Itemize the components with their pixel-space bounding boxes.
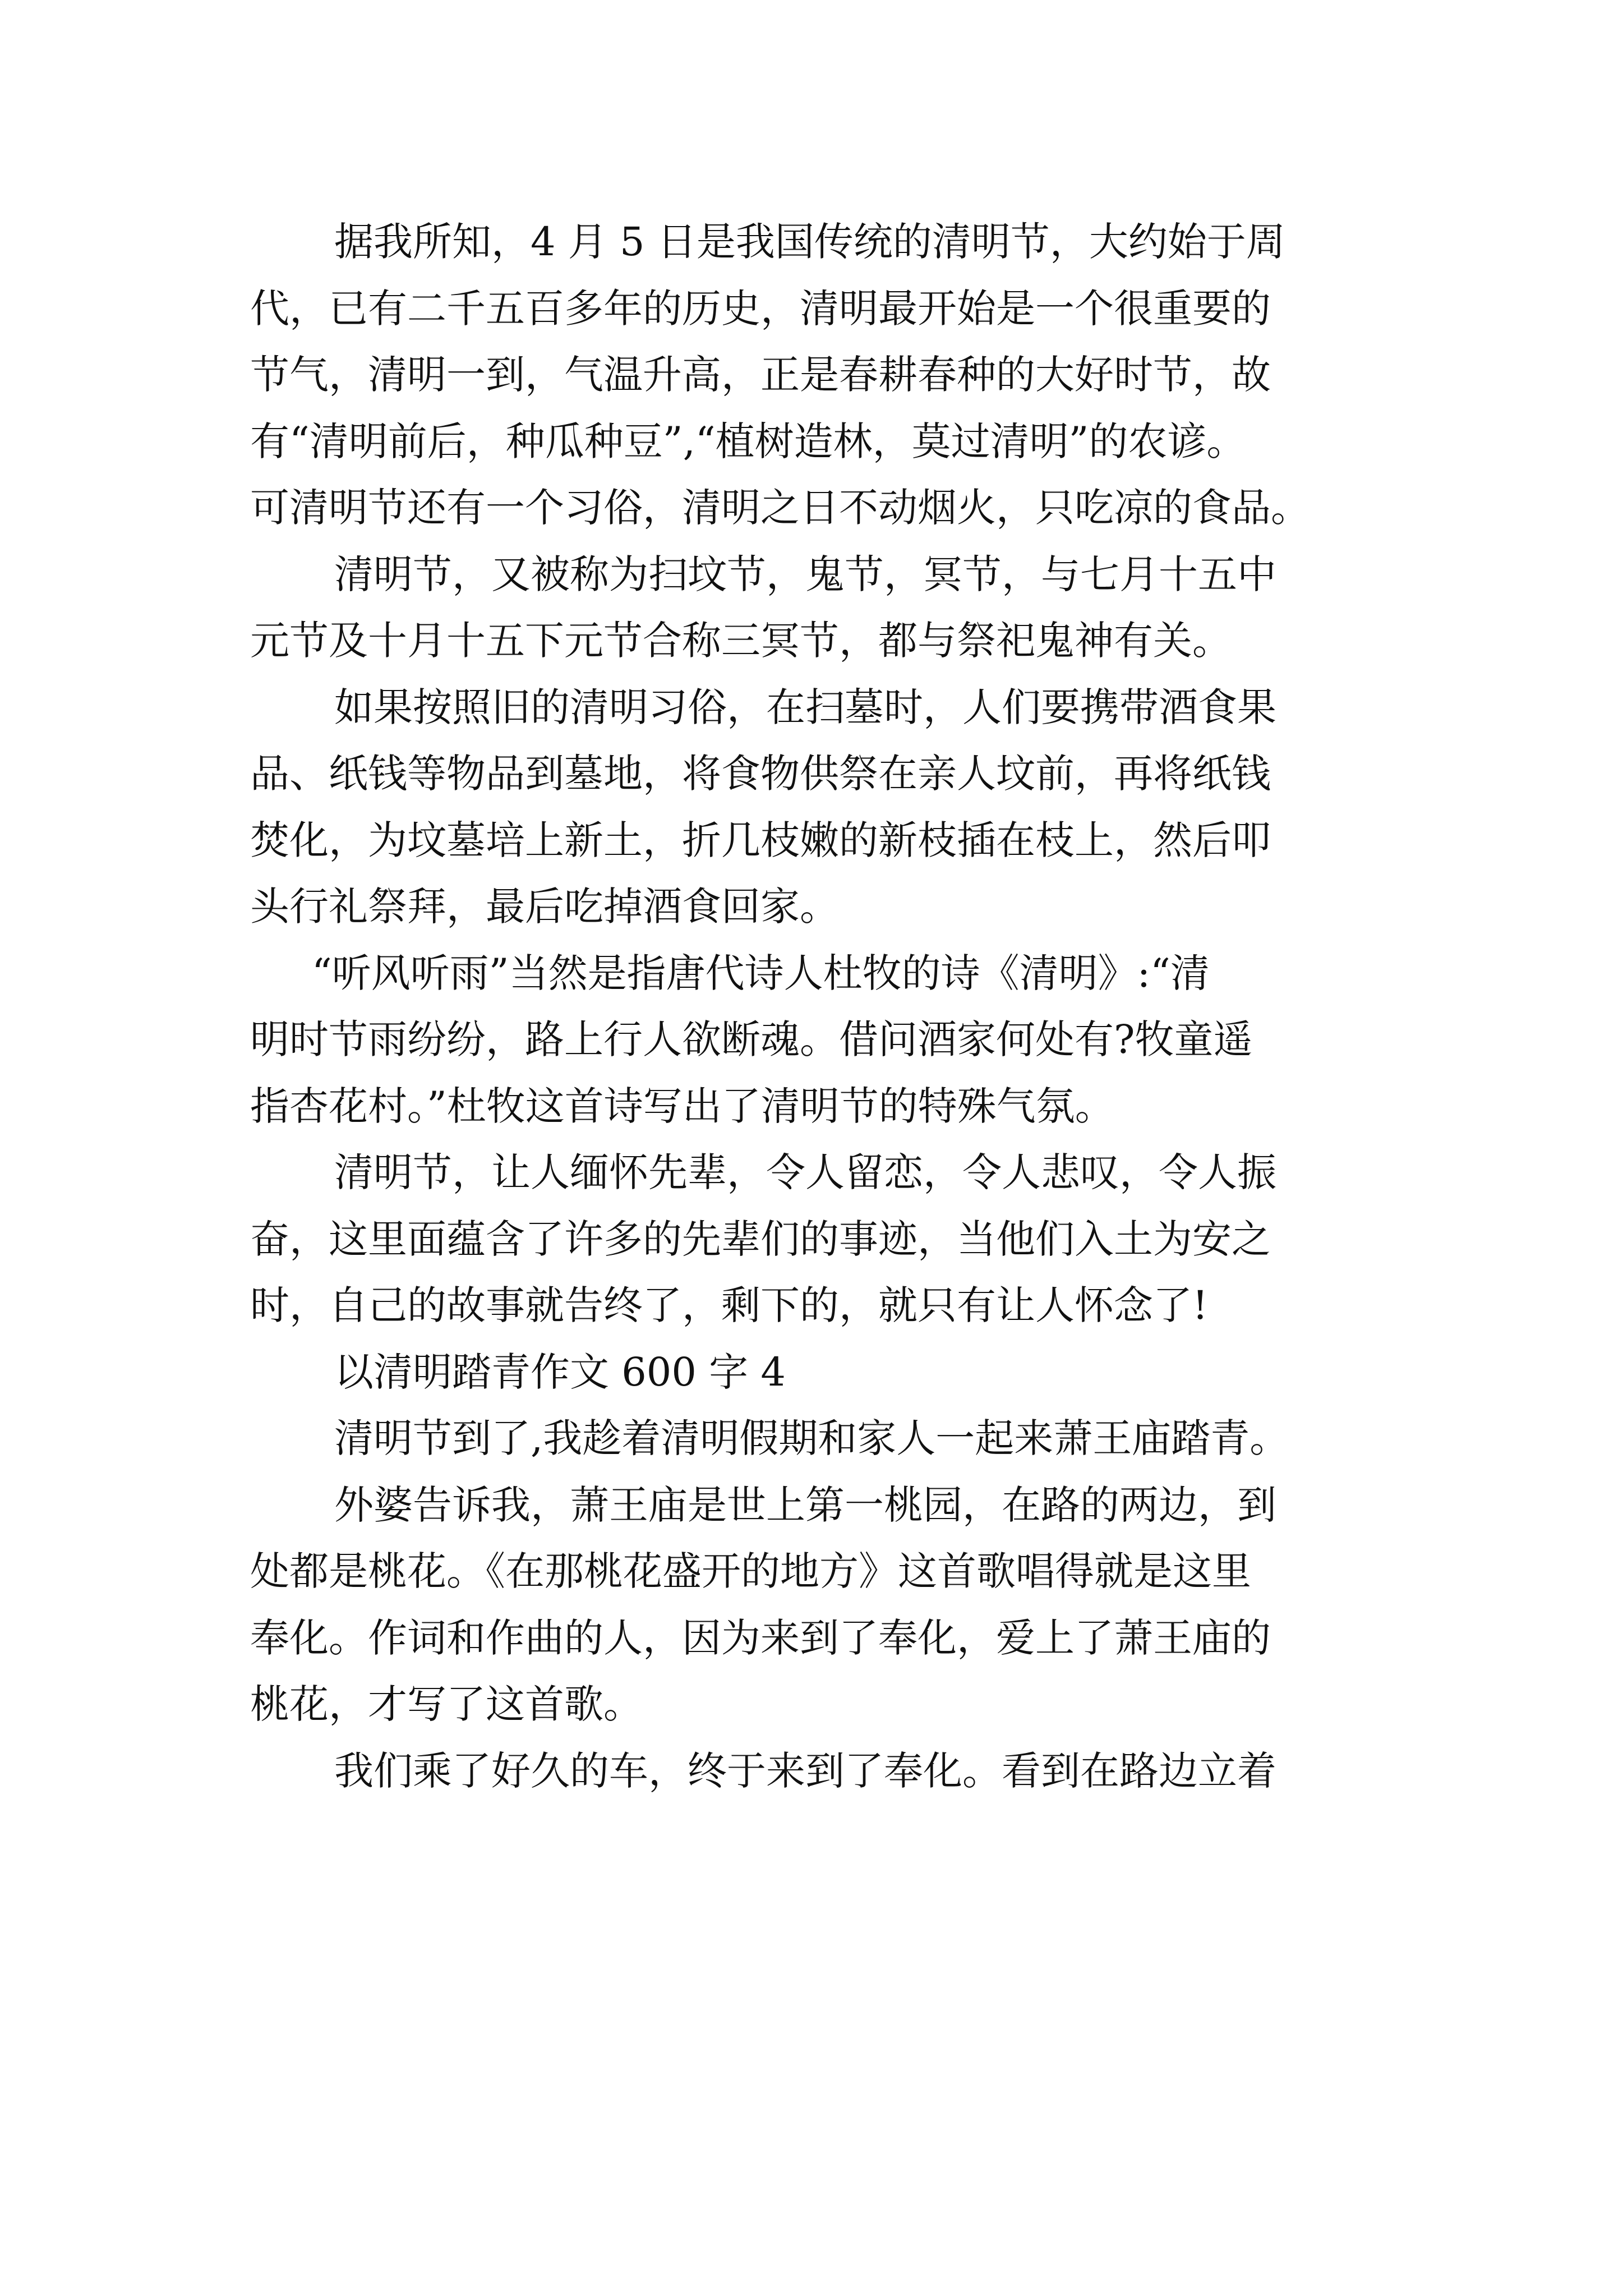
text-line: 头行礼祭拜，最后吃掉酒食回家。 [250,884,839,930]
text-line: 指杏花村。”杜牧这首诗写出了清明节的特殊气氛。 [250,1083,1114,1129]
text-line: 桃花，才写了这首歌。 [250,1681,643,1727]
text-line: 处都是桃花。《在那桃花盛开的地方》这首歌唱得就是这里 [250,1548,1251,1594]
text-line: 奋，这里面蕴含了许多的先辈们的事迹，当他们入土为安之 [250,1216,1271,1262]
text-line: 我们乘了好久的车，终于来到了奉化。看到在路边立着 [334,1747,1276,1794]
text-line: 据我所知，4 月 5 日是我国传统的清明节，大约始于周 [334,219,1285,265]
text-line: 焚化，为坟墓培上新土，折几枝嫩的新枝插在枝上，然后叩 [250,817,1271,863]
text-line: 如果按照旧的清明习俗，在扫墓时，人们要携带酒食果 [334,684,1276,730]
text-line: 明时节雨纷纷，路上行人欲断魂。借问酒家何处有?牧童遥 [250,1016,1253,1062]
text-line: 外婆告诉我，萧王庙是世上第一桃园，在路的两边，到 [334,1481,1276,1528]
section-heading: 以清明踏青作文 600 字 4 [334,1349,786,1395]
text-line: 清明节，又被称为扫坟节，鬼节，冥节，与七月十五中 [334,551,1276,597]
text-line: “听风听雨”当然是指唐代诗人杜牧的诗《清明》:“清 [312,950,1210,996]
text-line: 奉化。作词和作曲的人，因为来到了奉化，爱上了萧王庙的 [250,1614,1271,1661]
document-body [250,209,1372,1804]
text-line: 代，已有二千五百多年的历史，清明最开始是一个很重要的 [250,285,1271,332]
text-line: 有“清明前后，种瓜种豆”,“植树造林，莫过清明”的农谚。 [250,418,1246,464]
text-line: 时，自己的故事就告终了，剩下的，就只有让人怀念了! [250,1282,1209,1328]
text-line: 清明节，让人缅怀先辈，令人留恋，令人悲叹，令人振 [334,1149,1276,1195]
text-line: 清明节到了,我趁着清明假期和家人一起来萧王庙踏青。 [334,1415,1289,1461]
text-line: 品、纸钱等物品到墓地，将食物供祭在亲人坟前，再将纸钱 [250,751,1271,797]
text-line: 节气，清明一到，气温升高，正是春耕春种的大好时节，故 [250,352,1271,398]
text-line: 可清明节还有一个习俗，清明之日不动烟火，只吃凉的食品。 [250,485,1310,531]
text-line: 元节及十月十五下元节合称三冥节，都与祭祀鬼神有关。 [250,618,1232,664]
